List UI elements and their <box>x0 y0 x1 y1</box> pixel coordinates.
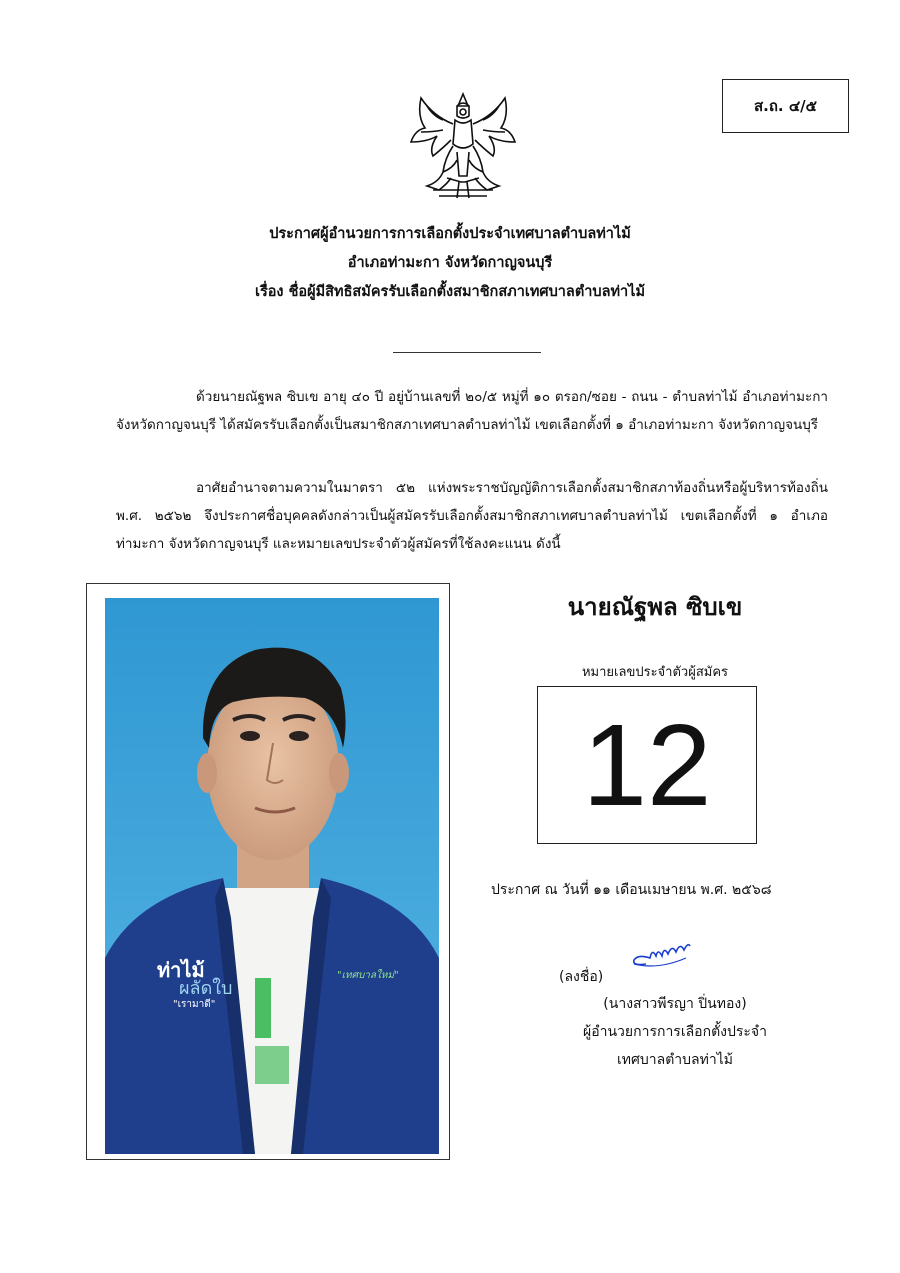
announcement-date: ประกาศ ณ วันที่ ๑๑ เดือนเมษายน พ.ศ. ๒๕๖๘ <box>491 882 772 898</box>
form-code: ส.ถ. ๔/๕ <box>753 97 818 115</box>
form-code-box <box>722 79 849 133</box>
announcement-district: อำเภอท่ามะกา จังหวัดกาญจนบุรี <box>347 255 553 271</box>
announcement-subject: เรื่อง ชื่อผู้มีสิทธิสมัครรับเลือกตั้งสมาชิกสภาเทศบาลตำบลท่าไม้ <box>254 284 646 300</box>
candidate-number-box <box>537 686 757 844</box>
announcement-title: ประกาศผู้อำนวยการการเลือกตั้งประจำเทศบาลตำบลท่าไม้ <box>269 226 631 242</box>
candidate-name: นายณัฐพล ซิบเข <box>567 593 743 621</box>
garuda-emblem-icon <box>403 86 523 206</box>
candidate-number: 12 <box>582 700 712 830</box>
body-paragraph-2: อาศัยอำนาจตามความในมาตรา ๕๒ แห่งพระราชบัญญัติการเลือกตั้งสมาชิกสภาท้องถิ่นหรือผู้บริหารท้องถิ่น พ.ศ. ๒๕๖๒ จึงประกาศชื่อบุคคลดังกล่าวเป็นผู้สมัครรับเลือกตั้งสมาชิกสภาเทศบาลตำบลท่าไม้ เขตเลือกตั้งที่ ๑ อำเภอท่ามะกา จังหวัดกาญจนบุรี และหมายเลขประจำตัวผู้สมัครที่ใช้ลงคะแนน ดังนี้ <box>116 480 828 552</box>
candidate-number-label: หมายเลขประจำตัวผู้สมัคร <box>581 665 729 680</box>
jacket-text-right: "เทศบาลใหม่" <box>337 970 399 981</box>
candidate-photo <box>105 598 439 1154</box>
body-paragraph-1: ด้วยนายณัฐพล ซิบเข อายุ ๔๐ ปี อยู่บ้านเลขที่ ๒๐/๕ หมู่ที่ ๑๐ ตรอก/ซอย - ถนน - ตำบลท่าไม้ อำเภอท่ามะกา จังหวัดกาญจนบุรี ได้สมัครรับเลือกตั้งเป็นสมาชิกสภาเทศบาลตำบลท่าไม้ เขตเลือกตั้งที่ ๑ อำเภอท่ามะกา จังหวัดกาญจนบุรี <box>116 389 828 433</box>
jacket-text-left: ท่าไม้ ผลัดใบ "เรามาดี" <box>157 958 233 1010</box>
signature-icon <box>628 940 700 976</box>
signatory-position-2: เทศบาลตำบลท่าไม้ <box>616 1052 733 1068</box>
divider <box>393 352 541 353</box>
signatory-position-1: ผู้อำนวยการการเลือกตั้งประจำ <box>583 1024 767 1040</box>
signatory-name: (นางสาวพีรญา ปิ่นทอง) <box>603 996 747 1012</box>
sign-label: (ลงชื่อ) <box>559 969 604 985</box>
candidate-photo-frame <box>86 583 450 1160</box>
